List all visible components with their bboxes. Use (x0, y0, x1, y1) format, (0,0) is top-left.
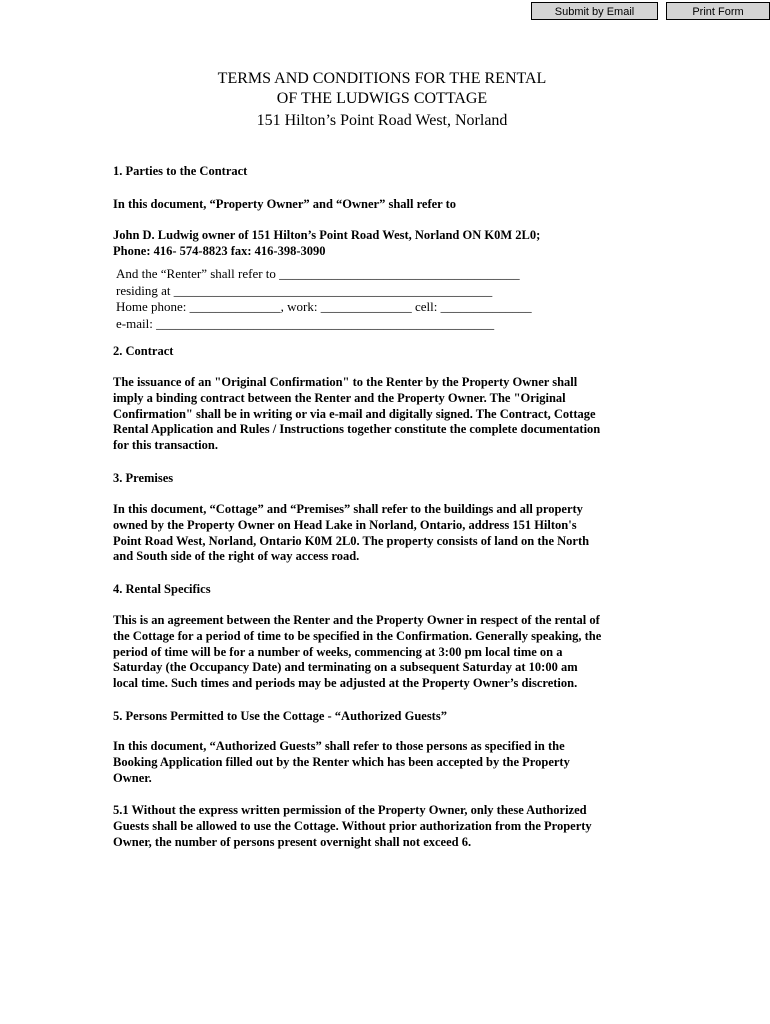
section-5-line: Booking Application filled out by the Renter which has been accepted by the Property (113, 754, 570, 769)
section-5-1-body (113, 803, 658, 850)
renter-phone-fields[interactable]: Home phone: ______________, work: ______________ cell: ______________ (116, 299, 532, 315)
section-2-line: Confirmation" shall be in writing or via e-mail and digitally signed. The Contract, Cottage (113, 406, 596, 421)
section-5-heading: 5. Persons Permitted to Use the Cottage - “Authorized Guests” (113, 709, 447, 723)
section-2-line: The issuance of an "Original Confirmation" to the Renter by the Property Owner shall (113, 375, 578, 389)
section-3-line: In this document, “Cottage” and “Premises” shall refer to the buildings and all property (113, 502, 583, 516)
section-5-line: In this document, “Authorized Guests” shall refer to those persons as specified in the (113, 739, 565, 753)
section-4-line: the Cottage for a period of time to be specified in the Confirmation. Generally speaking, the (113, 628, 602, 643)
section-4-heading: 4. Rental Specifics (113, 582, 211, 596)
section-2-line: imply a binding contract between the Renter and the Property Owner. The "Original (113, 390, 566, 405)
section-2-heading: 2. Contract (113, 344, 174, 358)
renter-email-field[interactable]: e-mail: ____________________________________________________ (116, 315, 495, 331)
renter-residence-field[interactable]: residing at _________________________________________________ (116, 282, 493, 298)
section-2-line: for this transaction. (113, 438, 218, 453)
section-5-line: Owner. (113, 770, 152, 785)
owner-details (113, 228, 658, 260)
owner-address-line: John D. Ludwig owner of 151 Hilton’s Point Road West, Norland ON K0M 2L0; (113, 228, 541, 242)
section-3-line: Point Road West, Norland, Ontario K0M 2L0. The property consists of land on the North (113, 533, 590, 548)
section-2-line: Rental Application and Rules / Instructions together constitute the complete documentation (113, 422, 601, 437)
section-5-1-line: Guests shall be allowed to use the Cottage. Without prior authorization from the Property (113, 818, 592, 833)
section-4-line: period of time will be for a number of weeks, commencing at 3:00 pm local time on a (113, 644, 563, 659)
section-3-line: and South side of the right of way access road. (113, 549, 360, 564)
section-4-line: local time. Such times and periods may be adjusted at the Property Owner’s discretion. (113, 676, 578, 691)
document-title-line-1: TERMS AND CONDITIONS FOR THE RENTAL (217, 70, 547, 87)
section-1-heading: 1. Parties to the Contract (113, 164, 248, 178)
submit-by-email-button[interactable]: Submit by Email (531, 2, 658, 20)
section-4-body (113, 613, 658, 692)
renter-name-field[interactable]: And the “Renter” shall refer to _____________________________________ (116, 266, 520, 281)
section-5-1-line: 5.1 Without the express written permission of the Property Owner, only these Authorized (113, 803, 587, 817)
section-1-intro: In this document, “Property Owner” and “Owner” shall refer to (113, 197, 457, 211)
owner-phone-line: Phone: 416- 574-8823 fax: 416-398-3090 (113, 243, 326, 258)
section-2-body (113, 375, 658, 454)
section-3-heading: 3. Premises (113, 471, 174, 485)
section-3-line: owned by the Property Owner on Head Lake in Norland, Ontario, address 151 Hilton's (113, 517, 577, 532)
section-5-1-line: Owner, the number of persons present overnight shall not exceed 6. (113, 834, 472, 849)
section-3-body (113, 502, 658, 565)
section-4-line: This is an agreement between the Renter and the Property Owner in respect of the rental of (113, 613, 600, 627)
print-form-button[interactable]: Print Form (666, 2, 770, 20)
section-5-body (113, 739, 658, 786)
document-address: 151 Hilton’s Point Road West, Norland (256, 112, 508, 129)
renter-fields (116, 266, 532, 332)
section-4-line: Saturday (the Occupancy Date) and terminating on a subsequent Saturday at 10:00 am (113, 660, 578, 675)
document-title-line-2: OF THE LUDWIGS COTTAGE (276, 90, 488, 107)
